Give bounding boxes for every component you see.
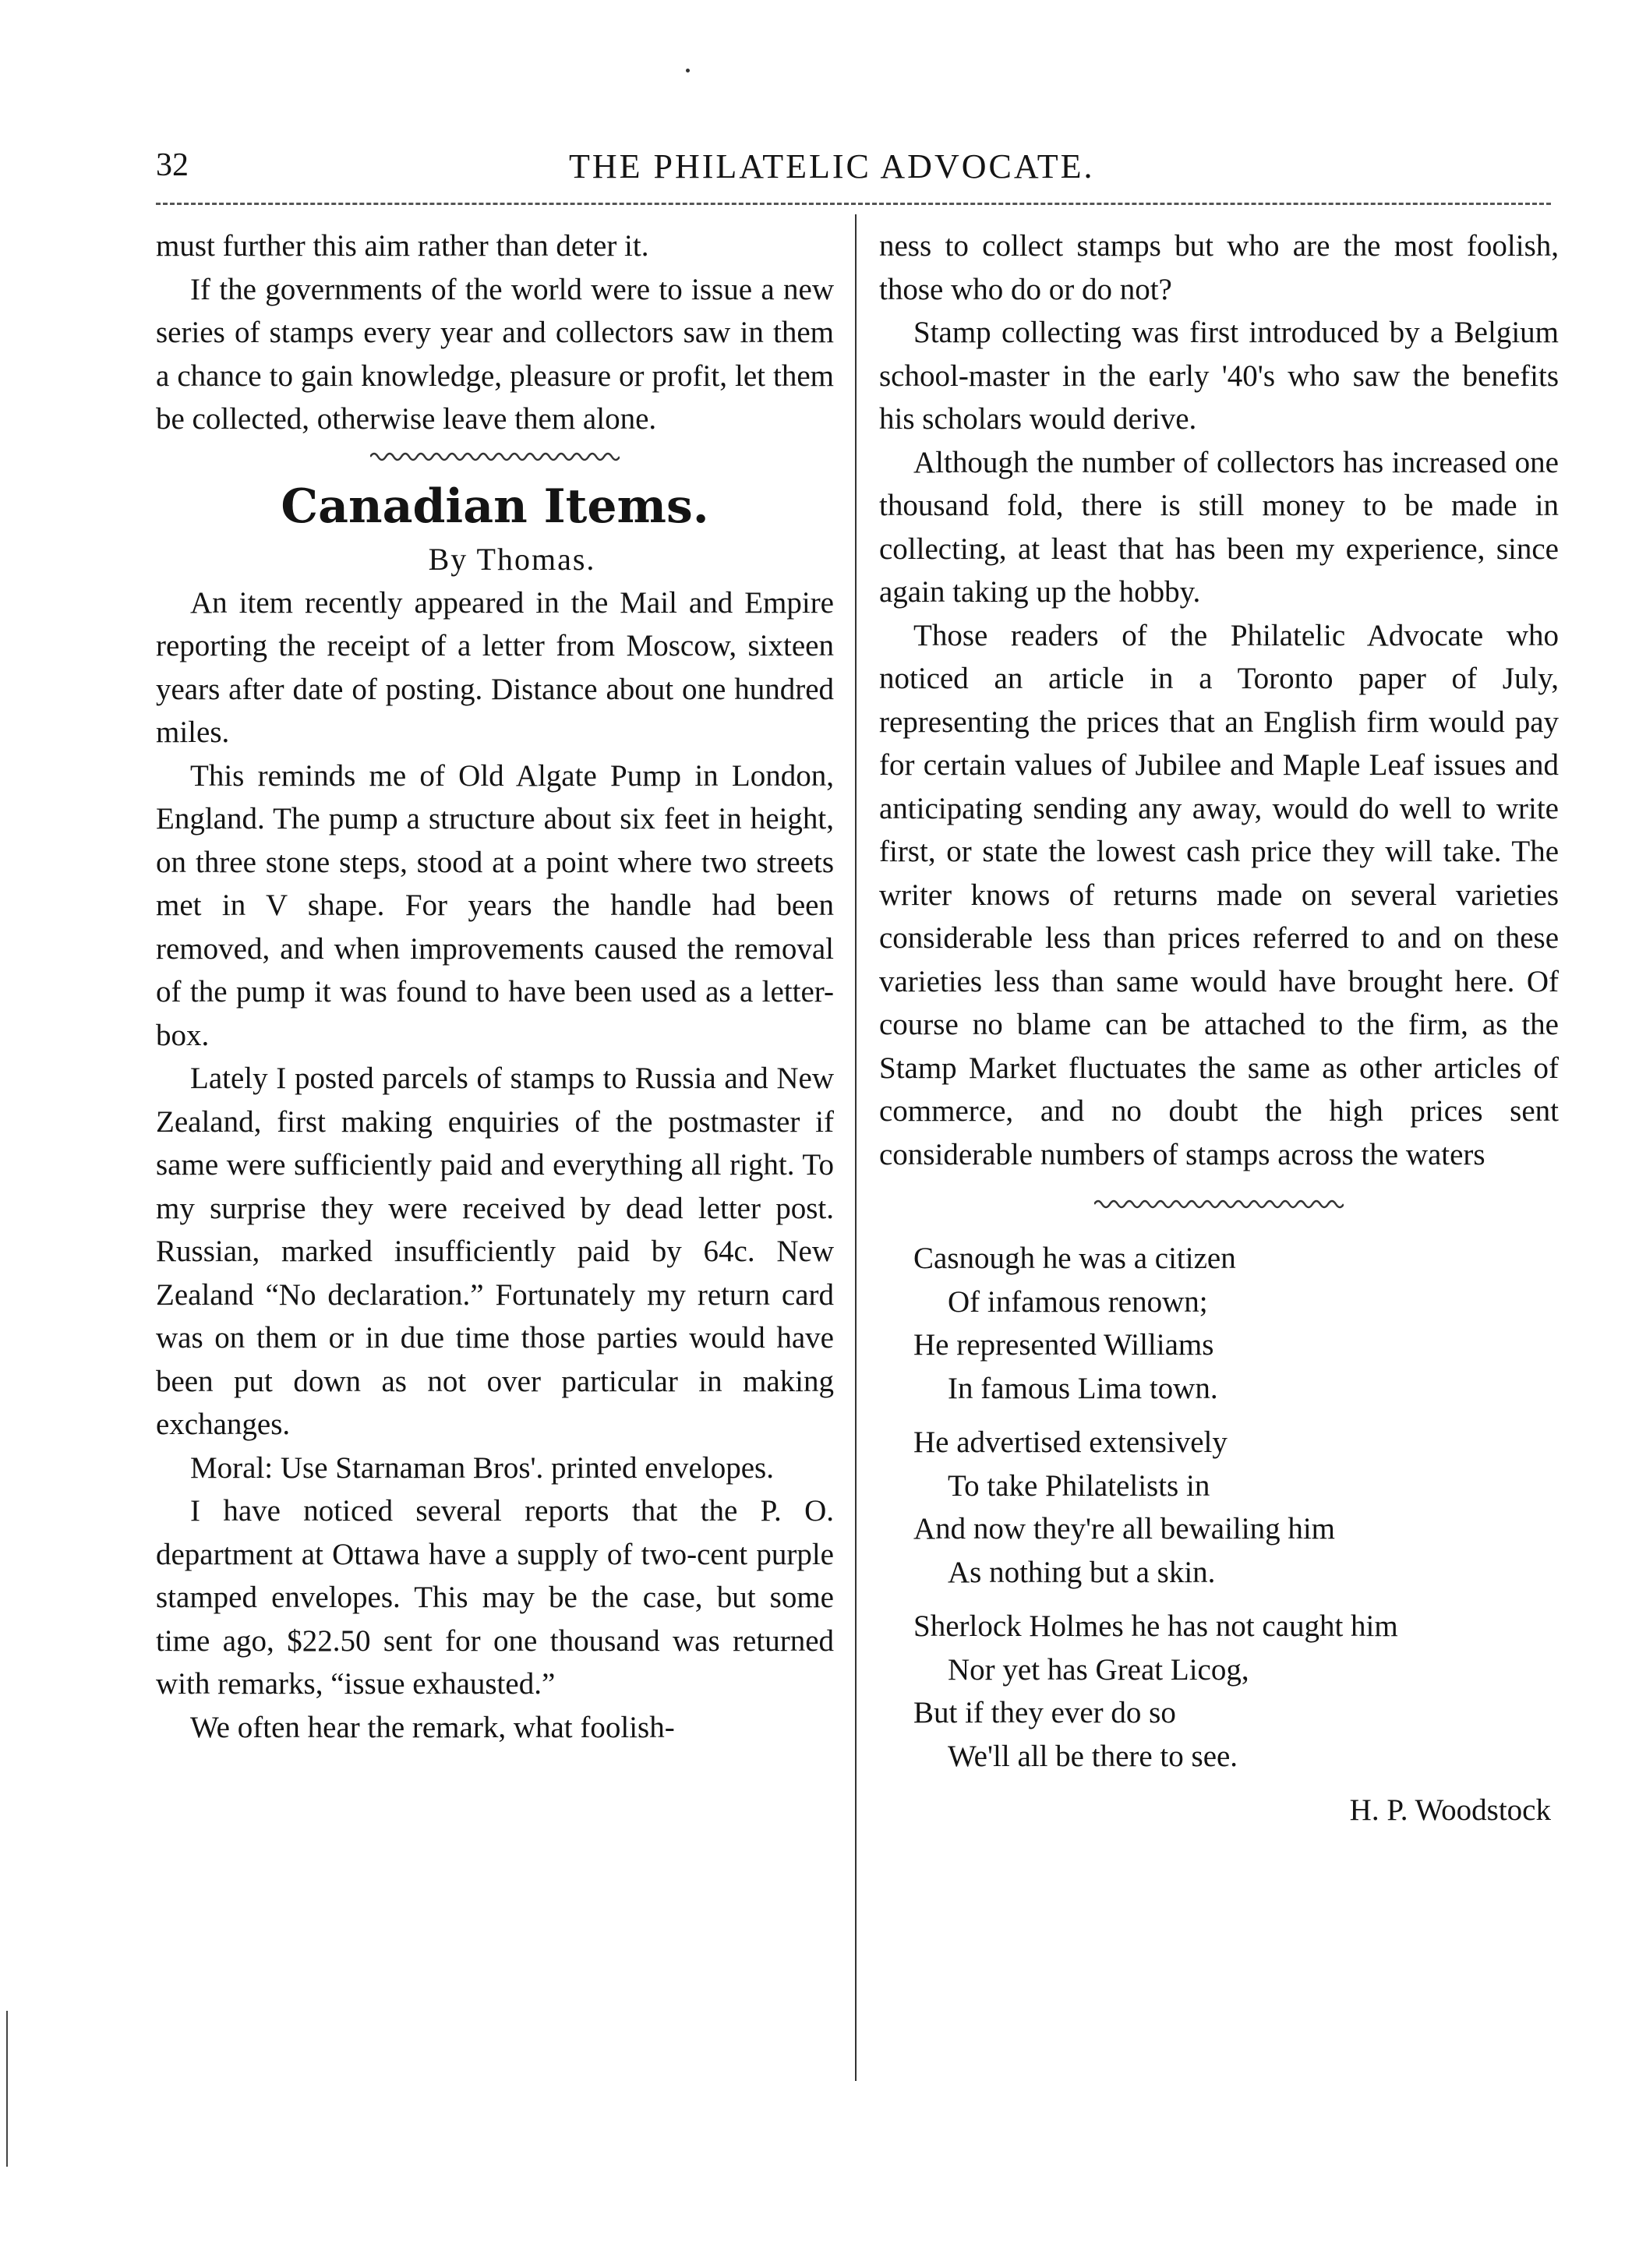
poem-stanza bbox=[879, 1605, 1559, 1778]
right-column bbox=[879, 224, 1559, 1832]
poem-line: He advertised extensively bbox=[913, 1425, 1228, 1459]
column-divider bbox=[855, 214, 857, 2081]
scan-edge-mark bbox=[6, 2011, 8, 2167]
poem-line: He represented Williams bbox=[913, 1328, 1214, 1362]
paragraph: If the governments of the world were to issue a new series of stamps every year and collectors saw in them a chance to gain knowledge, pleasure or profit, let them be collected, otherwise leave them alone. bbox=[156, 272, 834, 436]
poem bbox=[879, 1237, 1559, 1832]
poem-line: Casnough he was a citizen bbox=[913, 1242, 1236, 1275]
page-header bbox=[156, 147, 1559, 193]
paragraph: I have noticed several reports that the P. O. department at Ottawa have a supply of two-cent purple stamped envelopes. This may be the case, but some time ago, $22.50 sent for one thousand was returned with remarks, “issue exhausted.” bbox=[156, 1494, 834, 1701]
running-title: THE PHILATELIC ADVOCATE. bbox=[569, 147, 1095, 185]
paragraph: Moral: Use Starnaman Bros'. printed envelopes. bbox=[190, 1450, 774, 1485]
paragraph: An item recently appeared in the Mail and Empire reporting the receipt of a letter from Moscow, sixteen years after date of posting. Distance about one hundred miles. bbox=[156, 585, 834, 749]
left-column bbox=[156, 224, 834, 1749]
section-ornament bbox=[156, 441, 834, 472]
paragraph: ness to collect stamps but who are the most foolish, those who do or do not? bbox=[879, 229, 1559, 306]
paragraph: Those readers of the Philatelic Advocate who noticed an article in a Toronto paper of July, representing the prices that an English firm would pay for certain values of Jubilee and Maple Leaf issues and anticipating sending any away, would do well to write first, or state the lowest cash price they will take. The writer knows of returns made on several varieties considerable less than prices referred to and on these varieties less than same would have brought here. Of course no blame can be attached to the firm, as the Stamp Market fluctuates the same as other articles of commerce, and no doubt the high prices sent considerable numbers of stamps across the waters bbox=[879, 618, 1559, 1171]
poem-line: Of infamous renown; bbox=[948, 1284, 1208, 1319]
poem-stanza bbox=[879, 1237, 1559, 1410]
page-number: 32 bbox=[156, 147, 189, 183]
byline: By Thomas. bbox=[428, 541, 596, 577]
poem-line: As nothing but a skin. bbox=[948, 1555, 1216, 1589]
poem-ornament bbox=[879, 1189, 1559, 1220]
wavy-ornament-icon bbox=[1094, 1195, 1344, 1213]
poem-line: Nor yet has Great Licog, bbox=[948, 1652, 1249, 1687]
paragraph: Although the number of collectors has increased one thousand fold, there is still money to be made in collecting, at least that has been my experience, since again taking up the hobby. bbox=[879, 445, 1559, 609]
poem-line: Sherlock Holmes he has not caught him bbox=[913, 1609, 1398, 1643]
header-rule bbox=[156, 203, 1551, 205]
paragraph: This reminds me of Old Algate Pump in London, England. The pump a structure about six feet in height, on three stone steps, stood at a point where two streets met in V shape. For years the handle had been removed, and when improvements caused the removal of the pump it was found to have been used as a letter-box. bbox=[156, 758, 834, 1052]
paragraph: We often hear the remark, what foolish- bbox=[190, 1710, 675, 1744]
section-title: Canadian Items. bbox=[281, 479, 709, 534]
poem-line: We'll all be there to see. bbox=[948, 1739, 1238, 1773]
poem-line: But if they ever do so bbox=[913, 1696, 1176, 1729]
paragraph: Stamp collecting was first introduced by a Belgium school-master in the early '40's who saw the benefits his scholars would derive. bbox=[879, 316, 1559, 436]
paragraph: must further this aim rather than deter it. bbox=[156, 229, 649, 263]
poem-line: In famous Lima town. bbox=[948, 1371, 1218, 1405]
poem-line: And now they're all bewailing him bbox=[913, 1512, 1335, 1546]
wavy-ornament-icon bbox=[370, 447, 620, 466]
poem-stanza bbox=[879, 1421, 1559, 1594]
poem-signature: H. P. Woodstock bbox=[1349, 1793, 1551, 1827]
poem-line: To take Philatelists in bbox=[948, 1468, 1210, 1503]
stray-ink-dot bbox=[686, 69, 690, 72]
paragraph: Lately I posted parcels of stamps to Russia and New Zealand, first making enquiries of the postmaster if same were sufficiently paid and everything all right. To my surprise they were received by dead letter post. Russian, marked insufficiently paid by 64c. New Zealand “No declaration.” Fortunately my return card was on them or in due time those parties would have been put down as not over particular in making exchanges. bbox=[156, 1062, 834, 1441]
